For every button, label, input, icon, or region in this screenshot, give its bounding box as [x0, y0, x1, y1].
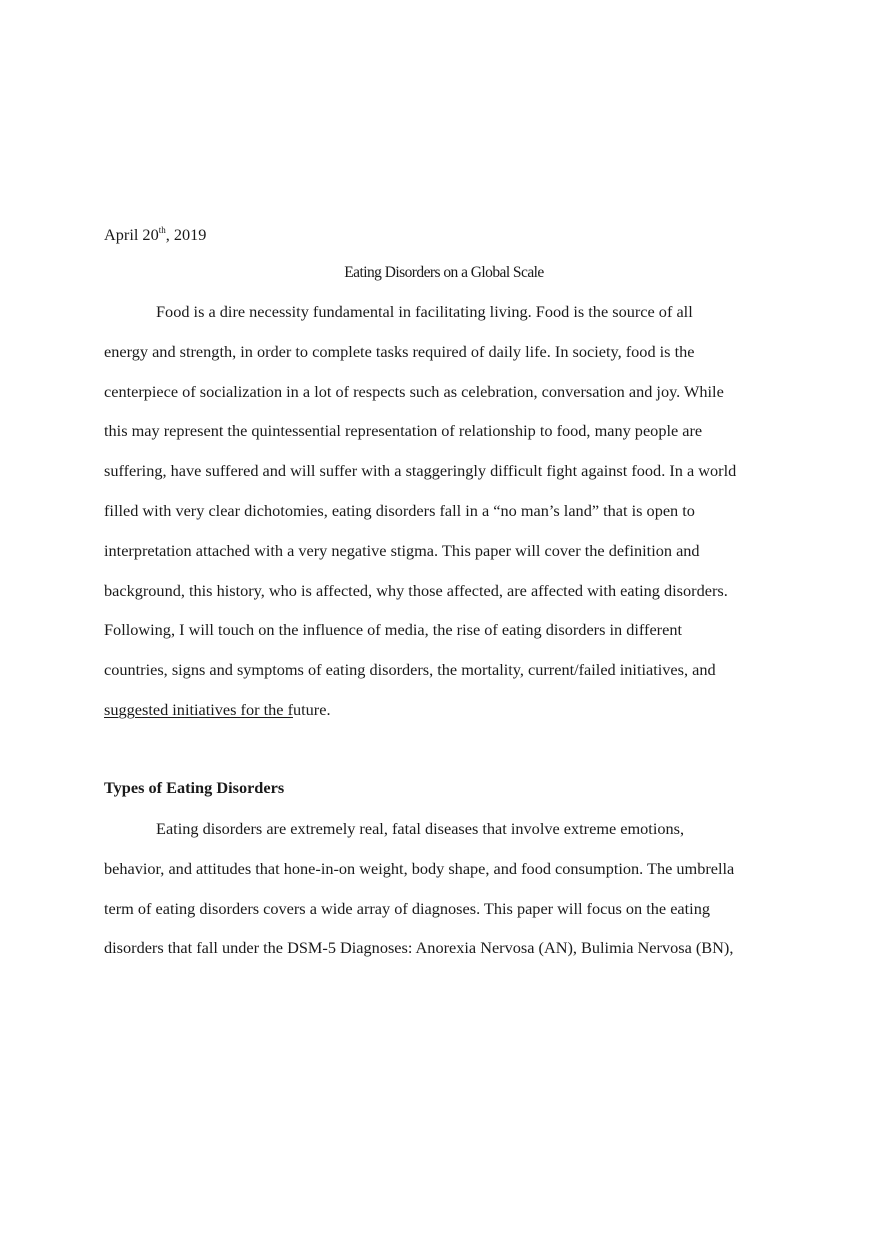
- paragraph-line: Following, I will touch on the influence of media, the rise of eating disorders in different: [104, 620, 682, 640]
- paragraph-line: countries, signs and symptoms of eating disorders, the mortality, current/failed initiatives, and: [104, 660, 716, 680]
- paragraph-line: centerpiece of socialization in a lot of respects such as celebration, conversation and joy. While: [104, 381, 724, 401]
- paragraph-line: interpretation attached with a very negative stigma. This paper will cover the definition and: [104, 540, 700, 560]
- paragraph-line: Food is a dire necessity fundamental in facilitating living. Food is the source of all: [156, 302, 693, 321]
- date-prefix: April 20: [104, 225, 159, 244]
- types-paragraph: [104, 809, 784, 968]
- section-heading: Types of Eating Disorders: [104, 778, 285, 797]
- paragraph-line: background, this history, who is affected, why those affected, are affected with eating disorders.: [104, 580, 728, 600]
- paragraph-line: Eating disorders are extremely real, fatal diseases that involve extreme emotions,: [156, 819, 685, 838]
- paragraph-line: disorders that fall under the DSM-5 Diagnoses: Anorexia Nervosa (AN), Bulimia Nervosa (BN),: [104, 938, 734, 958]
- paragraph-line: behavior, and attitudes that hone-in-on weight, body shape, and food consumption. The umbrella: [104, 858, 735, 878]
- document-title: Eating Disorders on a Global Scale: [344, 264, 544, 281]
- paragraph-line: suffering, have suffered and will suffer with a staggeringly difficult fight against food. In a world: [104, 461, 737, 481]
- paragraph-last-line: [104, 690, 784, 730]
- date-superscript: th: [158, 225, 166, 235]
- document-date: [104, 224, 784, 246]
- paragraph-line: filled with very clear dichotomies, eating disorders fall in a “no man’s land” that is open to: [104, 500, 695, 520]
- paragraph-line-rest: uture.: [293, 699, 331, 719]
- date-suffix: , 2019: [165, 225, 207, 244]
- paragraph-line: term of eating disorders covers a wide array of diagnoses. This paper will focus on the eating: [104, 898, 710, 918]
- underlined-text: suggested initiatives for the f: [104, 699, 293, 719]
- intro-paragraph: [104, 292, 784, 730]
- paragraph-line: this may represent the quintessential representation of relationship to food, many people are: [104, 421, 703, 441]
- paragraph-line: energy and strength, in order to complete tasks required of daily life. In society, food is the: [104, 341, 695, 361]
